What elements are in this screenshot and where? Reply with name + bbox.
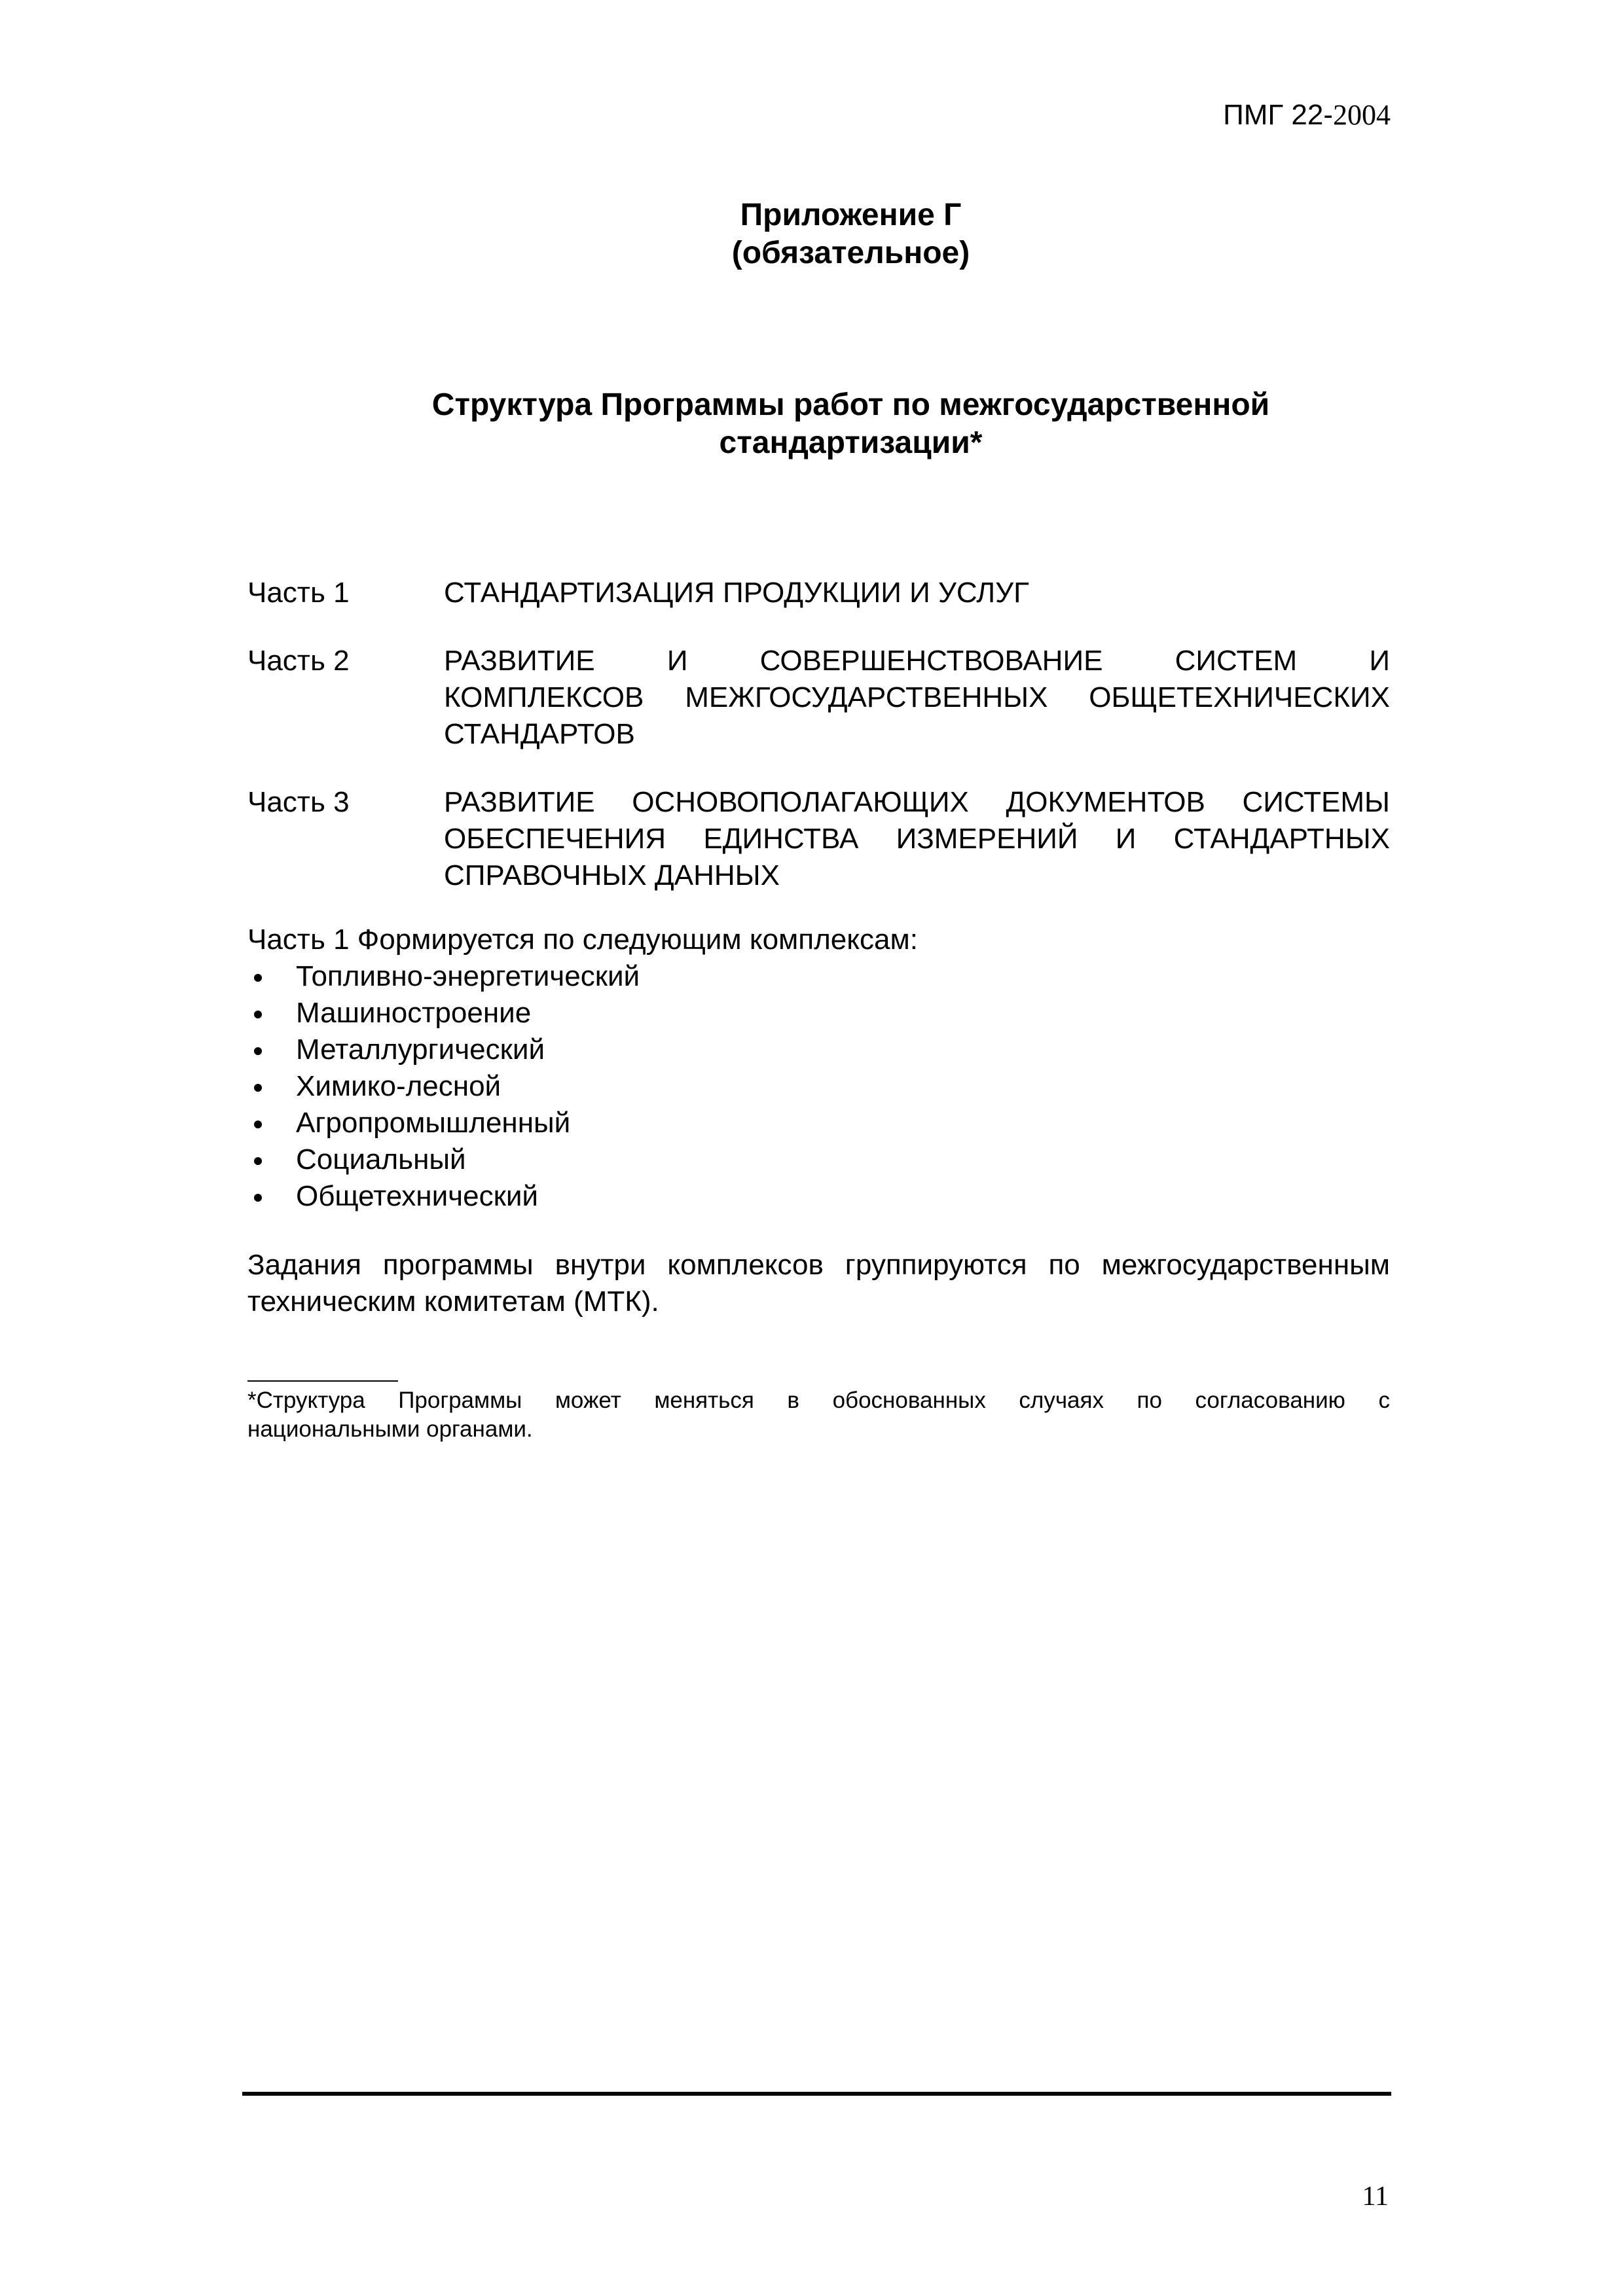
part-2-line-3: СТАНДАРТОВ xyxy=(444,718,635,750)
part-3-line-3: СПРАВОЧНЫХ ДАННЫХ xyxy=(444,859,780,891)
document-code-year: 2004 xyxy=(1333,99,1391,131)
part-2-text xyxy=(444,643,1390,753)
bullet-icon xyxy=(254,1157,262,1165)
bullet-icon xyxy=(254,1011,262,1018)
structure-title-line-2: стандартизации* xyxy=(719,425,983,460)
part-3-label: Часть 3 xyxy=(247,786,350,818)
complexes-list xyxy=(247,958,640,1215)
list-item-text: Машиностроение xyxy=(296,997,532,1029)
document-code-prefix: ПМГ 22- xyxy=(1223,99,1333,131)
structure-title-line-1: Структура Программы работ по межгосударственной xyxy=(431,387,1270,422)
list-item-text: Топливно-энергетический xyxy=(296,960,640,992)
part-2 xyxy=(247,643,1390,753)
annex-title: Приложение Г xyxy=(740,198,962,232)
page-bottom-rule xyxy=(242,2092,1391,2096)
list-item-text: Химико-лесной xyxy=(296,1070,501,1102)
part-1 xyxy=(247,575,1390,611)
bullet-icon xyxy=(254,1047,262,1055)
bullet-icon xyxy=(254,1194,262,1202)
part-1-label: Часть 1 xyxy=(247,577,350,609)
structure-heading xyxy=(39,386,1623,462)
part-3-line-1: РАЗВИТИЕ ОСНОВОПОЛАГАЮЩИХ ДОКУМЕНТОВ СИСТЕМЫ xyxy=(444,786,1390,818)
part-3-line-2: ОБЕСПЕЧЕНИЯ ЕДИНСТВА ИЗМЕРЕНИЙ И СТАНДАРТНЫХ xyxy=(444,823,1390,855)
part-2-line-1: РАЗВИТИЕ И СОВЕРШЕНСТВОВАНИЕ СИСТЕМ И xyxy=(444,645,1390,677)
annex-status: (обязательное) xyxy=(731,236,970,270)
list-item xyxy=(247,1178,640,1215)
part-1-line-1: СТАНДАРТИЗАЦИЯ ПРОДУКЦИИ И УСЛУГ xyxy=(444,577,1029,609)
parts-list xyxy=(247,575,1390,925)
tasks-paragraph xyxy=(247,1247,1390,1320)
list-item-text: Общетехнический xyxy=(296,1180,538,1212)
part-3 xyxy=(247,784,1390,894)
list-item-text: Металлургический xyxy=(296,1033,545,1066)
tasks-line-2: техническим комитетам (МТК). xyxy=(247,1285,659,1318)
list-item xyxy=(247,1141,640,1178)
footnote-line-1: *Структура Программы может меняться в обоснованных случаях по согласованию с xyxy=(247,1388,1390,1413)
part-2-label: Часть 2 xyxy=(247,645,350,677)
bullet-icon xyxy=(254,1084,262,1092)
footnote xyxy=(247,1386,1390,1444)
footnote-line-2: национальными органами. xyxy=(247,1416,533,1442)
bullet-icon xyxy=(254,974,262,982)
document-code xyxy=(1223,97,1391,134)
list-item xyxy=(247,1068,640,1105)
part-3-text xyxy=(444,784,1390,894)
tasks-line-1: Задания программы внутри комплексов группируются по межгосударственным xyxy=(247,1249,1390,1281)
part-1-text xyxy=(444,575,1390,611)
list-item xyxy=(247,1105,640,1141)
list-item xyxy=(247,995,640,1031)
footnote-separator xyxy=(247,1380,398,1382)
annex-heading xyxy=(39,196,1623,272)
list-item-text: Социальный xyxy=(296,1143,466,1175)
part-2-line-2: КОМПЛЕКСОВ МЕЖГОСУДАРСТВЕННЫХ ОБЩЕТЕХНИЧЕСКИХ xyxy=(444,681,1390,713)
list-item xyxy=(247,958,640,995)
complexes-intro: Часть 1 Формируется по следующим комплексам: xyxy=(247,924,918,956)
list-item xyxy=(247,1031,640,1068)
bullet-icon xyxy=(254,1121,262,1128)
list-item-text: Агропромышленный xyxy=(296,1107,571,1139)
page-number: 11 xyxy=(1362,2181,1389,2212)
